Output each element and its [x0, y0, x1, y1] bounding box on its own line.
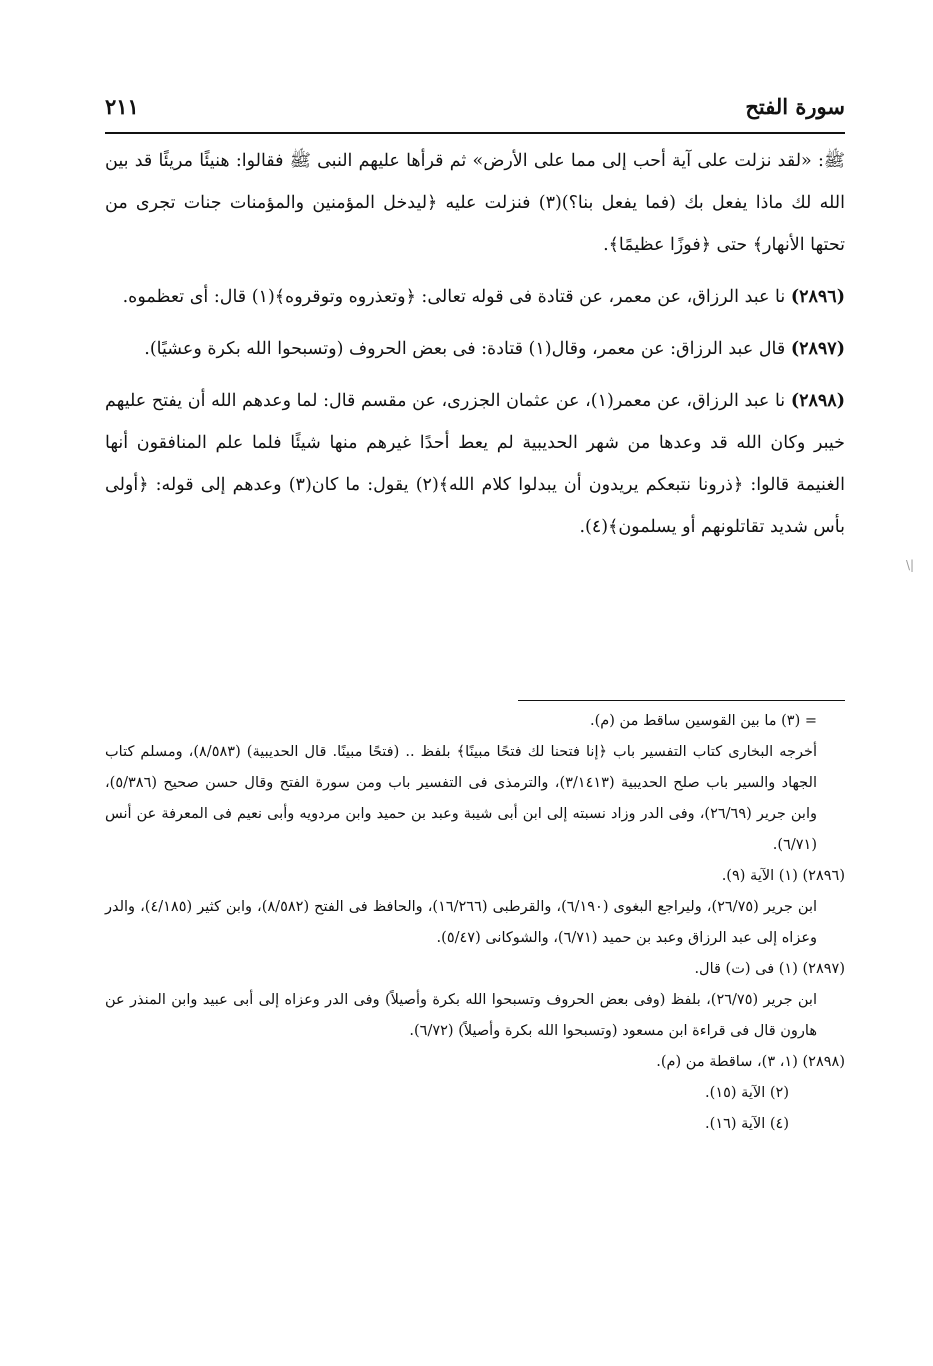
paragraph-2897 [105, 328, 845, 370]
footnote-line [105, 954, 845, 985]
main-text [105, 140, 845, 558]
paragraph-continuation [105, 140, 845, 266]
footnote-line [105, 861, 845, 892]
footnote-text: = (٣) ما بين القوسين ساقط من (م). [590, 713, 817, 729]
hadith-number: (٢٨٩٦) [790, 287, 845, 307]
footnote-line [105, 706, 845, 737]
footnote-ref-number: (٢٨٩٦) [802, 868, 845, 884]
footnote-text: (١) الآية (٩). [721, 868, 798, 884]
footnote-line [105, 985, 845, 1047]
surah-title: سورة الفتح [745, 94, 845, 119]
page-number: ٢١١ [105, 94, 139, 119]
footnote-line [105, 1078, 845, 1109]
footnote-line [105, 737, 845, 861]
paragraph-text: نا عبد الرزاق، عن معمر، عن قتادة فى قوله تعالى: ﴿وتعذروه وتوقروه﴾(١) قال: أى تعظموه. [122, 287, 786, 307]
footnote-line [105, 1047, 845, 1078]
footnote-line [105, 1109, 845, 1140]
hadith-number: (٢٨٩٨) [790, 391, 845, 411]
hadith-number: (٢٨٩٧) [790, 339, 845, 359]
footnote-ref-number: (٢٨٩٨) [802, 1054, 845, 1070]
footnote-text: (٤) الآية (١٦). [705, 1116, 789, 1132]
footnote-ref-number: (٢٨٩٧) [802, 961, 845, 977]
paragraph-2896 [105, 276, 845, 318]
footnote-text: أخرجه البخارى كتاب التفسير باب ﴿إنا فتحنا لك فتحًا مبينًا﴾ بلفظ .. (فتحًا مبينًا. قال الحديبية) (٨/٥٨٣)، ومسلم كتاب الجهاد والسير باب صلح الحديبية (٣/١٤١٣)، والترمذى فى التفسير باب ومن سورة الفتح وقال حسن صحيح (٥/٣٨٦)، وابن جرير (٢٦/٦٩)، وفى الدر وزاد نسبته إلى ابن أبى شيبة وعبد بن حميد وابن مردويه وأبى نعيم فى المعرفة عن أنس (٦/٧١). [105, 744, 817, 853]
page-header [105, 92, 845, 126]
margin-mark: \| [906, 558, 915, 572]
footnote-rule [518, 700, 845, 701]
paragraph-2898 [105, 380, 845, 548]
paragraph-text: ﷺ: «لقد نزلت على آية أحب إلى مما على الأرض» ثم قرأها عليهم النبى ﷺ فقالوا: هنيئًا مريئًا قد بين الله لك ماذا يفعل بك (فما يفعل بنا؟)(٣) فنزلت عليه ﴿ليدخل المؤمنين والمؤمنات جنات تجرى من تحتها الأنهار﴾ حتى ﴿فوزًا عظيمًا﴾. [105, 151, 845, 255]
paragraph-text: نا عبد الرزاق، عن معمر(١)، عن عثمان الجزرى، عن مقسم قال: لما وعدهم الله أن يفتح عليهم خيبر وكان الله قد وعدها من شهر الحديبية لم يعط أحدًا غيرهم منها شيئًا فلما علم المنافقون أنها الغنيمة قالوا: ﴿ذرونا نتبعكم يريدون أن يبدلوا كلام الله﴾(٢) يقول: ما كان(٣) وعدهم إلى قوله: ﴿أولى بأس شديد تقاتلونهم أو يسلمون﴾(٤). [105, 391, 845, 537]
footnote-line [105, 892, 845, 954]
footnote-text: (١) فى (ت) قال. [694, 961, 798, 977]
footnote-text: (١، ٣)، ساقطة من (م). [656, 1054, 798, 1070]
footnotes [105, 706, 845, 1140]
footnote-text: ابن جرير (٢٦/٧٥)، وليراجع البغوى (٦/١٩٠)، والقرطبى (١٦/٢٦٦)، والحافظ فى الفتح (٨/٥٨٢)، وابن كثير (٤/١٨٥)، والدر وعزاه إلى عبد الرزاق وعبد بن حميد (٦/٧١)، والشوكانى (٥/٤٧). [105, 899, 818, 946]
footnote-text: ابن جرير (٢٦/٧٥)، بلفظ (وفى بعض الحروف وتسبحوا الله بكرة وأصيلاً) وفى الدر وعزاه إلى أبى عبيد وابن المنذر عن هارون قال فى قراءة ابن مسعود (وتسبحوا الله بكرة وأصيلاً) (٦/٧٢). [105, 992, 817, 1039]
footnote-text: (٢) الآية (١٥). [705, 1085, 789, 1101]
paragraph-text: قال عبد الرزاق: عن معمر، وقال(١) قتادة: فى بعض الحروف (وتسبحوا الله بكرة وعشيًا). [144, 339, 786, 359]
header-rule [105, 132, 845, 134]
